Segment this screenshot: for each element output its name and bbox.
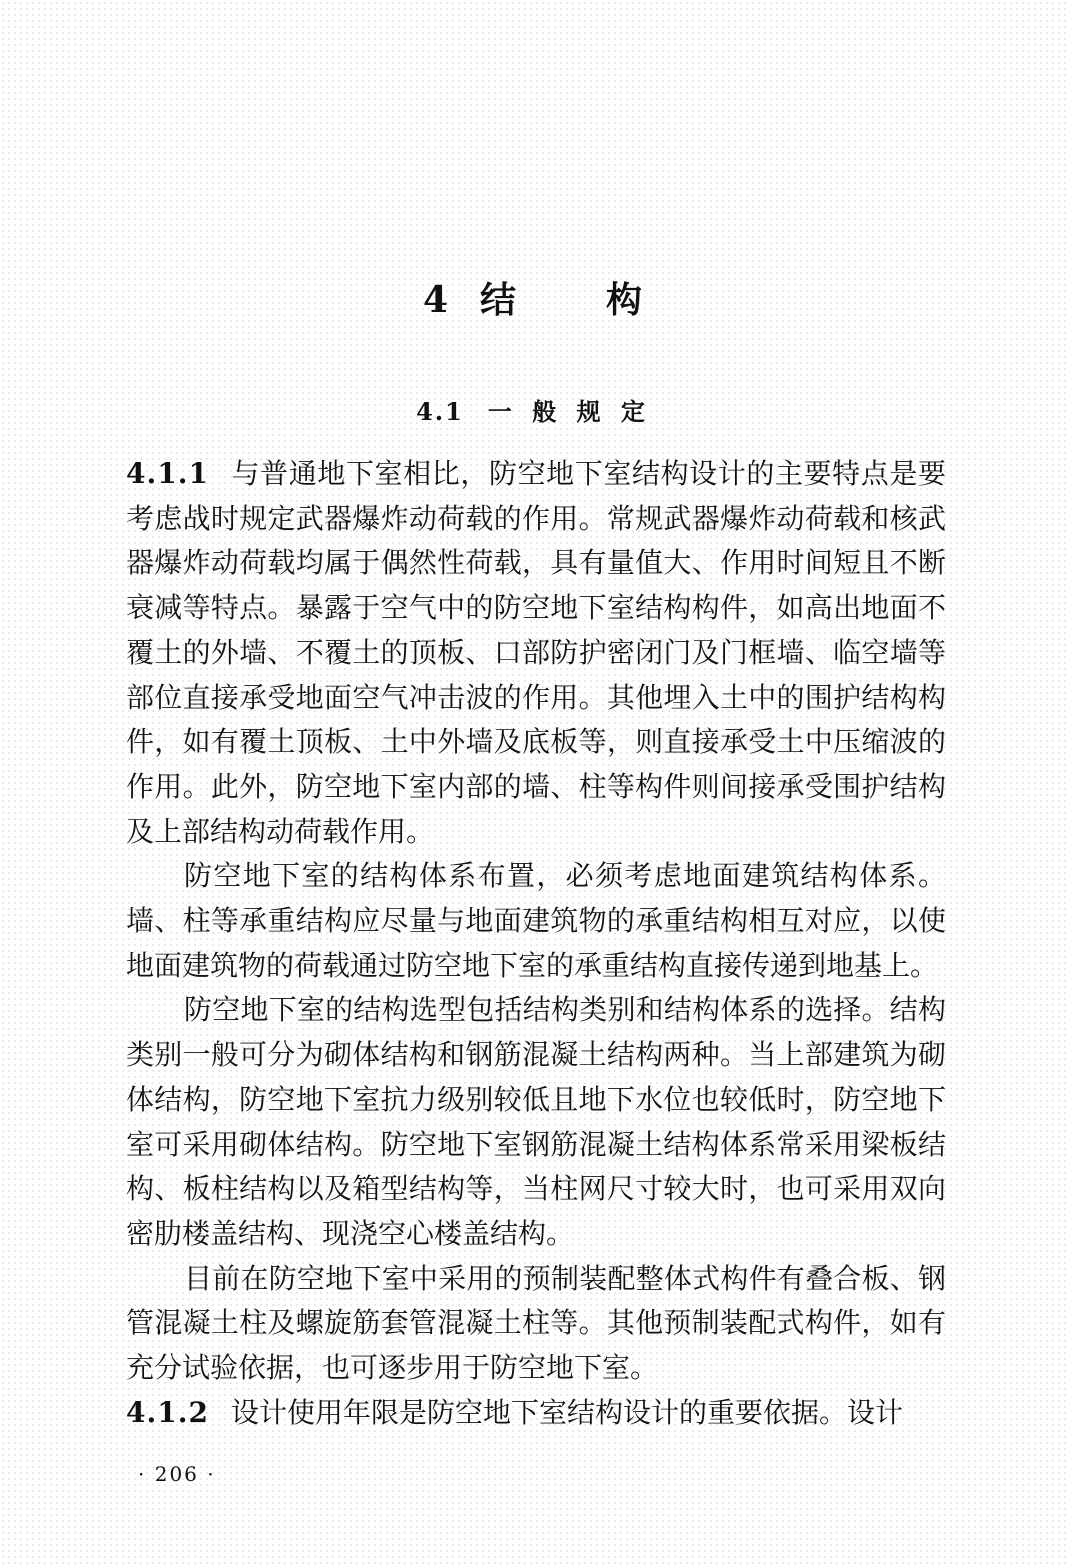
chapter-number: 4 (422, 279, 451, 321)
clause-number: 4.1.1 (126, 457, 209, 490)
clause-paragraph (126, 452, 946, 854)
section-number: 4.1 (416, 397, 464, 426)
clause-number: 4.1.2 (126, 1395, 209, 1429)
paragraph: 防空地下室的结构选型包括结构类别和结构体系的选择。结构类别一般可分为砌体结构和钢筋混凝土结构两种。当上部建筑为砌体结构，防空地下室抗力级别较低且地下水位也较低时，防空地下室可采用砌体结构。防空地下室钢筋混凝土结构体系常采用梁板结构、板柱结构以及箱型结构等，当柱网尺寸较大时，也可采用双向密肋楼盖结构、现浇空心楼盖结构。 (126, 993, 946, 1250)
page-number: · 206 · (138, 1462, 216, 1486)
paragraph: 防空地下室的结构体系布置，必须考虑地面建筑结构体系。墙、柱等承重结构应尽量与地面建筑物的承重结构相互对应，以使地面建筑物的荷载通过防空地下室的承重结构直接传递到地基上。 (126, 859, 946, 982)
chapter-title-word-1: 结 (480, 279, 519, 321)
paragraph-text: 设计使用年限是防空地下室结构设计的重要依据。设计 (230, 1395, 903, 1429)
section-title (0, 392, 1067, 427)
paragraph: 目前在防空地下室中采用的预制装配整体式构件有叠合板、钢管混凝土柱及螺旋筋套管混凝土柱等。其他预制装配式构件，如有充分试验依据，也可逐步用于防空地下室。 (126, 1261, 946, 1385)
paragraph-text: 与普通地下室相比，防空地下室结构设计的主要特点是要考虑战时规定武器爆炸动荷载的作用。常规武器爆炸动荷载和核武器爆炸动荷载均属于偶然性荷载，具有量值大、作用时间短且不断衰减等特点。暴露于空气中的防空地下室结构构件，如高出地面不覆土的外墙、不覆土的顶板、口部防护密闭门及门框墙、临空墙等部位直接承受地面空气冲击波的作用。其他埋入土中的围护结构构件，如有覆土顶板、土中外墙及底板等，则直接承受土中压缩波的作用。此外，防空地下室内部的墙、柱等构件则间接承受围护结构及上部结构动荷载作用。 (126, 457, 946, 848)
chapter-title (0, 272, 1067, 323)
clause-paragraph (126, 1391, 946, 1436)
section-heading: 一 般 规 定 (487, 397, 651, 426)
chapter-title-word-2: 构 (606, 279, 645, 321)
body-text (126, 452, 946, 1435)
